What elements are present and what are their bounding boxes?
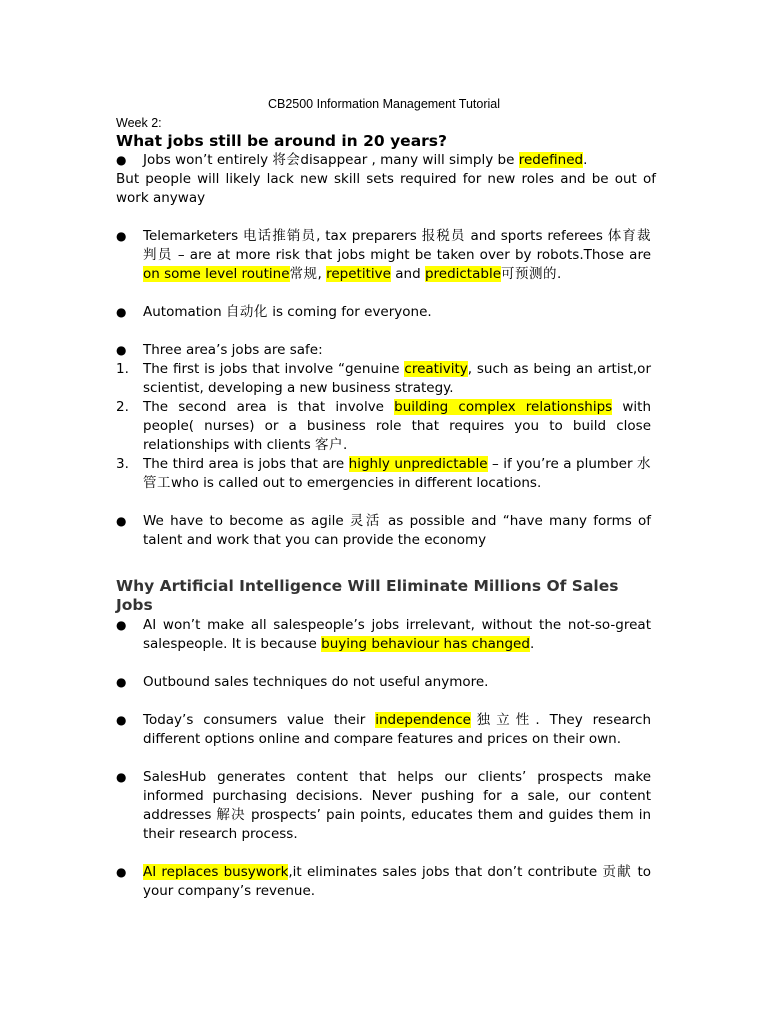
section-heading-ai-sales: Why Artificial Intelligence Will Eliminate Millions Of Sales Jobs bbox=[116, 577, 619, 614]
bullet-marker: ● bbox=[116, 713, 127, 727]
highlight: repetitive bbox=[326, 266, 391, 282]
paragraph-skill-sets: But people will likely lack new skill sets required for new roles and be out of work anyway bbox=[116, 171, 656, 206]
bullet-marker: ● bbox=[116, 153, 127, 167]
text-run: . bbox=[557, 266, 562, 282]
bullet-marker: ● bbox=[116, 675, 127, 689]
cjk-annotation: 可预测的 bbox=[501, 266, 558, 282]
bullet-outbound: Outbound sales techniques do not useful anymore. bbox=[143, 674, 489, 690]
text-run: and bbox=[390, 266, 425, 282]
text-run: The second area is that involve bbox=[143, 399, 395, 415]
text-run: The third area is jobs that are bbox=[143, 456, 349, 472]
cjk-annotation: 贡献 bbox=[602, 864, 633, 880]
text-run: as possible and “have many forms of talent and work that you can provide the economy bbox=[143, 513, 652, 548]
text-run: We have to become as agile bbox=[143, 513, 350, 529]
bullet-agile bbox=[143, 512, 651, 550]
bullet-marker: ● bbox=[116, 343, 127, 357]
text-run: . bbox=[343, 437, 348, 453]
cjk-annotation: 体育裁判员 bbox=[143, 228, 652, 263]
bullet-marker: ● bbox=[116, 618, 127, 632]
highlight: independence bbox=[375, 712, 471, 728]
cjk-annotation: 灵活 bbox=[349, 513, 382, 529]
cjk-annotation: 独立性 bbox=[470, 712, 536, 728]
text-run: , bbox=[317, 266, 327, 282]
numbered-item-creativity bbox=[143, 360, 651, 398]
bullet-independence bbox=[143, 711, 651, 749]
text-run: to your company’s revenue. bbox=[143, 864, 652, 899]
text-run: , such as being an artist,or scientist, developing a new business strategy. bbox=[143, 361, 651, 396]
text-run: – if you’re a plumber bbox=[487, 456, 637, 472]
highlight: buying behaviour has changed bbox=[321, 636, 530, 652]
cjk-annotation: 常规 bbox=[289, 266, 318, 282]
bullet-marker: ● bbox=[116, 865, 127, 879]
highlight: predictable bbox=[424, 266, 502, 282]
list-number: 3. bbox=[116, 456, 129, 472]
text-run: is coming for everyone. bbox=[267, 304, 432, 320]
bullet-jobs-redefined bbox=[143, 151, 651, 170]
highlight: building complex relationships bbox=[394, 399, 613, 415]
text-run: Today’s consumers value their bbox=[143, 712, 376, 728]
bullet-ai-busywork bbox=[143, 863, 651, 901]
text-run: The first is jobs that involve “genuine bbox=[143, 361, 405, 377]
cjk-annotation: 将会 bbox=[272, 152, 301, 168]
text-run: AI won’t make all salespeople’s jobs irrelevant, without the not-so-great salespeople. It is because bbox=[143, 617, 651, 652]
text-run: ,it eliminates sales jobs that don’t contribute bbox=[288, 864, 603, 880]
text-run: Telemarketers bbox=[143, 228, 244, 244]
list-number: 2. bbox=[116, 399, 129, 415]
highlight: AI replaces busywork bbox=[143, 864, 289, 880]
bullet-marker: ● bbox=[116, 229, 127, 243]
cjk-annotation: 客户 bbox=[315, 437, 344, 453]
bullet-automation bbox=[143, 303, 651, 322]
text-run: and sports referees bbox=[465, 228, 608, 244]
text-run: prospects’ pain points, educates them and guides them in their research process. bbox=[143, 807, 652, 842]
text-run: with people( nurses) or a business role that requires you to build close relationships with clients bbox=[143, 399, 651, 453]
numbered-item-unpredictable bbox=[143, 455, 651, 493]
highlight: on some level routine bbox=[143, 266, 290, 282]
bullet-ai-irrelevant bbox=[143, 616, 651, 654]
numbered-item-relationships bbox=[143, 398, 651, 455]
document-title: CB2500 Information Management Tutorial bbox=[267, 97, 501, 111]
text-run: SalesHub generates content that helps our clients’ prospects make informed purchasing decisions. Never pushing for a sale, our content addresses bbox=[143, 769, 651, 823]
text-run: , tax preparers bbox=[316, 228, 422, 244]
bullet-marker: ● bbox=[116, 305, 127, 319]
text-run: . bbox=[583, 152, 588, 168]
text-run: who is called out to emergencies in different locations. bbox=[171, 475, 542, 491]
text-run: – are at more risk that jobs might be taken over by robots.Those are bbox=[172, 247, 651, 263]
section-heading-jobs: What jobs still be around in 20 years? bbox=[116, 132, 448, 150]
week-label: Week 2: bbox=[116, 116, 162, 130]
text-run: Jobs won’t entirely bbox=[143, 152, 273, 168]
cjk-annotation: 解决 bbox=[216, 807, 246, 823]
cjk-annotation: 水管工 bbox=[143, 456, 651, 491]
bullet-saleshub bbox=[143, 768, 651, 844]
text-run: . They research different options online and compare features and prices on their own. bbox=[143, 712, 652, 747]
cjk-annotation: 报税员 bbox=[421, 228, 466, 244]
text-run: Automation bbox=[143, 304, 226, 320]
highlight: redefined bbox=[518, 152, 584, 168]
bullet-safe-areas: Three area’s jobs are safe: bbox=[143, 342, 323, 358]
cjk-annotation: 自动化 bbox=[225, 304, 268, 320]
bullet-telemarketers bbox=[143, 227, 651, 284]
bullet-marker: ● bbox=[116, 770, 127, 784]
cjk-annotation: 电话推销员 bbox=[243, 228, 317, 244]
highlight: highly unpredictable bbox=[348, 456, 488, 472]
text-run: . bbox=[529, 636, 535, 652]
bullet-marker: ● bbox=[116, 514, 127, 528]
highlight: creativity bbox=[404, 361, 468, 377]
text-run: disappear , many will simply be bbox=[300, 152, 519, 168]
list-number: 1. bbox=[116, 361, 129, 377]
